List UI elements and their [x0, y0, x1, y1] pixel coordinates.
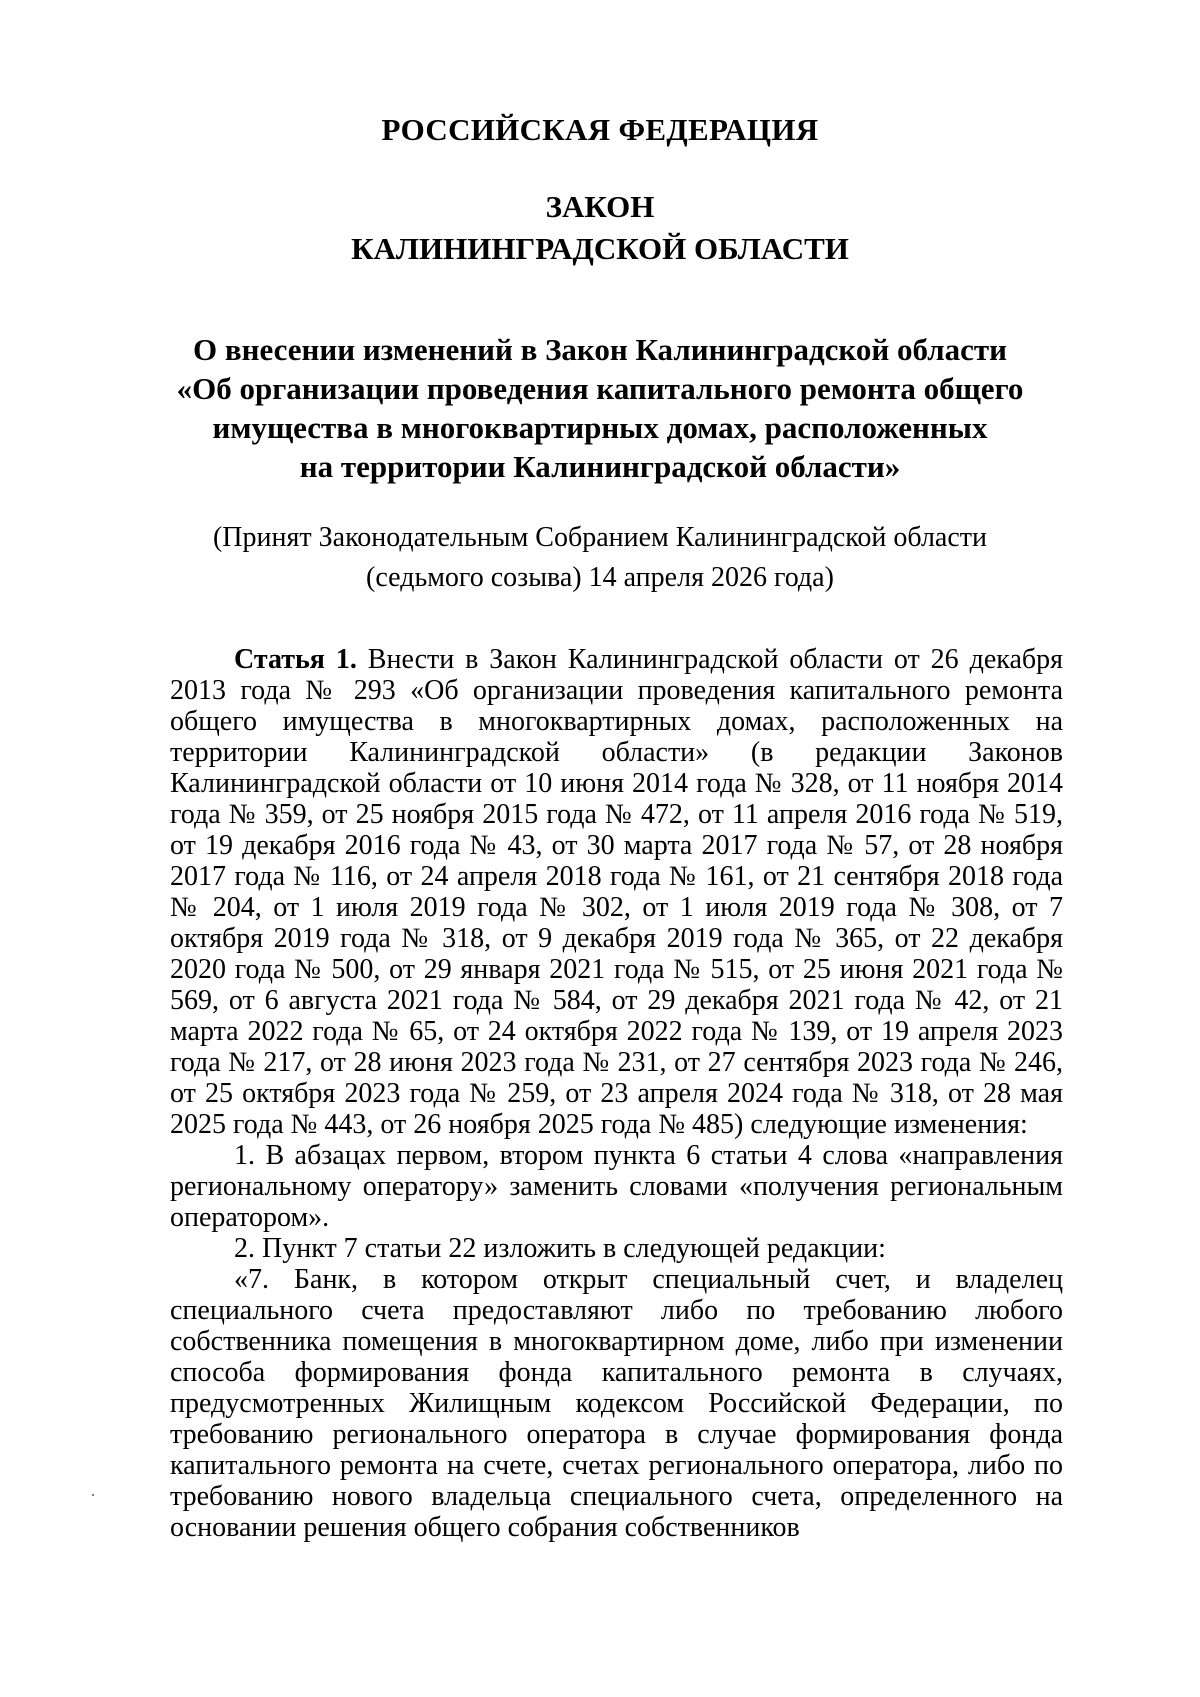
item-2-quote-paragraph: «7. Банк, в котором открыт специальный счет, и владелец специального счета предоставляют либо по требованию любого собственника помещения в многоквартирном доме, либо при изменении способа формирования фонда капитального ремонта в случаях, предусмотренных Жилищным кодексом Российской Федерации, по требованию регионального оператора в случае формирования фонда капитального ремонта на счете, счетах регионального оператора, либо по требованию нового владельца специального счета, определенного на основании решения общего собрания собственников — [170, 1264, 1063, 1543]
country-heading: РОССИЙСКАЯ ФЕДЕРАЦИЯ — [381, 112, 819, 147]
adoption-note — [140, 518, 1060, 598]
item-1-paragraph: 1. В абзацах первом, втором пункта 6 статьи 4 слова «направления региональному оператору» заменить словами «получения региональным оператором». — [170, 1140, 1063, 1233]
law-title-line3: имущества в многоквартирных домах, расположенных — [212, 410, 988, 445]
article-1-text: Внести в Закон Калининградской области от 26 декабря 2013 года № 293 «Об организации проведения капитального ремонта общего имущества в многоквартирных домах, расположенных на территории Калининградской области» (в редакции Законов Калининградской области от 10 июня 2014 года № 328, от 11 ноября 2014 года № 359, от 25 ноября 2015 года № 472, от 11 апреля 2016 года № 519, от 19 декабря 2016 года № 43, от 30 марта 2017 года № 57, от 28 ноября 2017 года № 116, от 24 апреля 2018 года № 161, от 21 сентября 2018 года № 204, от 1 июля 2019 года № 302, от 1 июля 2019 года № 308, от 7 октября 2019 года № 318, от 9 декабря 2019 года № 365, от 22 декабря 2020 года № 500, от 29 января 2021 года № 515, от 25 июня 2021 года № 569, от 6 августа 2021 года № 584, от 29 декабря 2021 года № 42, от 21 марта 2022 года № 65, от 24 октября 2022 года № 139, от 19 апреля 2023 года № 217, от 28 июня 2023 года № 231, от 27 сентября 2023 года № 246, от 25 октября 2023 года № 259, от 23 апреля 2024 года № 318, от 28 мая 2025 года № 443, от 26 ноября 2025 года № 485) следующие изменения: — [170, 644, 1063, 1140]
law-body — [170, 644, 1063, 1543]
law-heading-line2: КАЛИНИНГРАДСКОЙ ОБЛАСТИ — [351, 231, 849, 266]
article-1-label: Статья 1. — [234, 644, 357, 675]
adoption-note-line1: (Принят Законодательным Собранием Калининградской области — [212, 522, 988, 553]
item-2-paragraph: 2. Пункт 7 статьи 22 изложить в следующей редакции: — [234, 1233, 886, 1264]
law-title — [160, 330, 1040, 486]
article-1-paragraph — [170, 644, 1063, 1140]
law-title-line4: на территории Калининградской области» — [299, 449, 901, 484]
law-title-line2: «Об организации проведения капитального ремонта общего — [176, 371, 1024, 406]
law-title-line1: О внесении изменений в Закон Калининградской области — [193, 332, 1007, 367]
scan-speck — [92, 1494, 94, 1496]
law-heading — [0, 186, 1200, 270]
law-heading-line1: ЗАКОН — [545, 189, 655, 224]
adoption-note-line2: (седьмого созыва) 14 апреля 2026 года) — [366, 562, 834, 593]
